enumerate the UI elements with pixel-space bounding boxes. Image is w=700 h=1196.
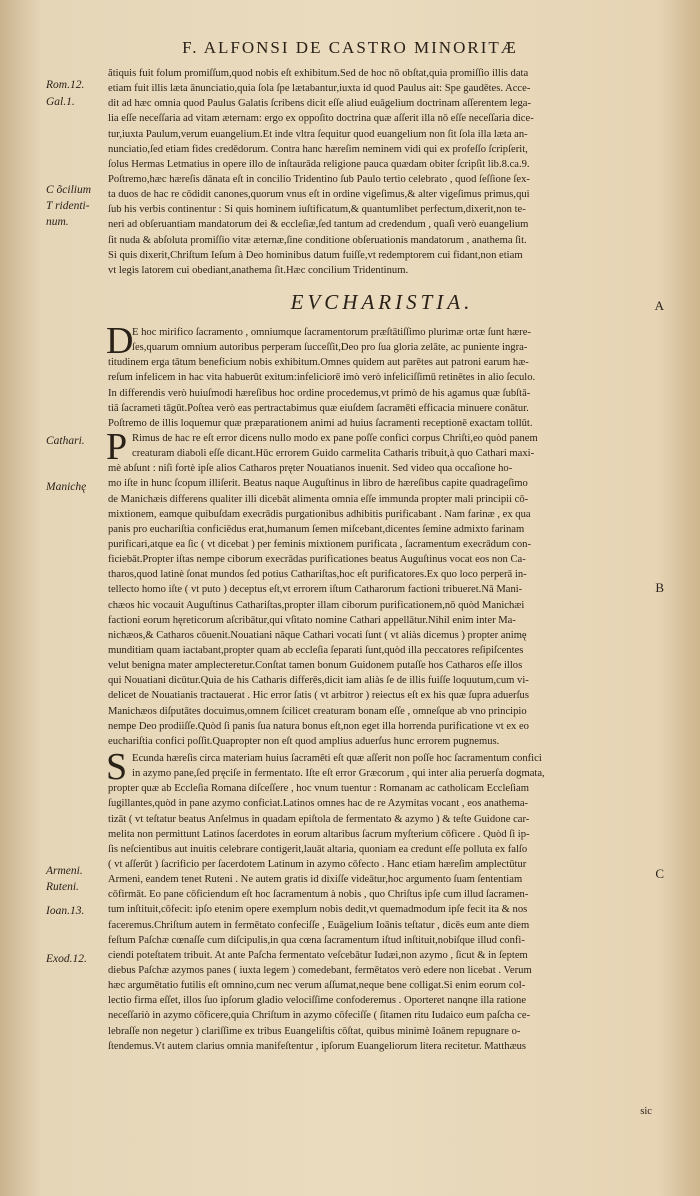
- text-line: tiā ſacrameti tāgūt.Poſtea verò eas pertractabimus quæ eiuſdem ſacramēti efficacia minuere conātur.: [108, 402, 529, 414]
- side-letter: B: [655, 580, 664, 595]
- text-line: cōfirmāt. Eo pane cōficiendum eſt hoc ſacramentum à nobis , quo Chriſtus ipſe cum illud ſacramen-: [108, 889, 529, 901]
- text-line: euchariſtia confici poſſit.Quapropter non eſt quod amplius aduerſus hunc errorem pugnemus.: [108, 735, 500, 747]
- text-line: creaturam diaboli eſſe dicant.Hūc errorem Guido carmelita Catharis tribuit,à quo Cathari maxi-: [132, 448, 535, 460]
- paragraph-3: [106, 746, 656, 1054]
- text-line: diebus Paſchæ azymos panes ( iuxta legem ) comedebant, fermētatos verò edere non licebat . Verum: [108, 964, 532, 976]
- text-line: panis pro euchariſtia conficiēdus erat,humanum ſemen miſcebant,dicentes ſemine admixto farinam: [108, 523, 525, 535]
- text-line: lectio firma eſſet, illos ſuo ipſorum gladio velociſſime confoderemus . Oporteret nanqne illa ratione: [108, 995, 527, 1007]
- paragraph-0: [108, 66, 656, 278]
- text-line: mè abſunt : niſi fortè ipſe alios Catharos pręter Nouatianos inuenit. Sed video qua occaſione ho-: [108, 463, 513, 475]
- running-head: F. ALFONSI DE CASTRO MINORITÆ: [182, 38, 518, 57]
- text-line: nichæos,& Catharos cōuenit.Nouatiani nāque Cathari vocati ſunt ( vt aliàs dicemus ) propter animę: [108, 629, 527, 641]
- margin-note: Cathari.: [46, 435, 85, 447]
- margin-note: Manichę: [46, 481, 87, 493]
- text-line: Poſtremo,hæc hæreſis dānata eſt in concilio Tridentino ſub Paulo tertio celebrato , quod ſeſſione ſex-: [108, 173, 530, 185]
- text-line: etiam fuit illis læta ānunciatio,quia ſola ſpe lætabantur,iuxta id quod Paulus ait: Spe gaudētes. Acce-: [108, 83, 531, 95]
- text-line: propter quæ ab Eccleſia Romana diſceſſere , hoc vnum tuentur : Romanam ac catholicam Eccleſiam: [108, 783, 529, 795]
- text-line: ( vt aſſerūt ) ſacrificio per ſacerdotem Latinum in azymo cōfecto . Hanc etiam hæreſim amplectūtur: [108, 858, 527, 870]
- catchword: sic: [640, 1106, 652, 1117]
- text-line: reſum infelicem in hac vita habuerūt exitum:infeliciorē imò verò infeliciſſimū retinētes in alio ſeculo.: [108, 372, 536, 384]
- text-line: velut benigna mater amplecteretur.Conſtat tamen bonum Guidonem putaſſe hos Catharos eſſe illos: [108, 660, 523, 672]
- margin-note: Ioan.13.: [46, 905, 85, 917]
- text-line: mixtionem, eamque quibuſdam execrādis purgationibus adhibitis purificabant . Nam farinæ , ex qua: [108, 508, 531, 520]
- text-line: tellecto homo iſte ( vt puto ) deceptus eſt,vt errorem iſtum Catharorum factioni tribueret.Nā Mani-: [108, 584, 523, 596]
- text-line: munditiam quam iactabant,propter quam ab eccleſia ſeparati ſunt,quòd illa peccatores reſipiſcentes: [108, 644, 524, 656]
- side-letter: A: [654, 298, 664, 313]
- text-line: Rimus de hac re eſt error dicens nullo modo ex pane poſſe confici corpus Chriſti,eo quòd panem: [132, 433, 538, 444]
- text-line: de Manichæis differens qualiter illi dicebāt alimenta omnia eſſe immunda propter mali principii cō-: [108, 493, 529, 505]
- dropcap: D: [106, 320, 134, 362]
- paragraph-1: [106, 320, 656, 431]
- text-line: nunciatio,ſed etiam fides credēdorum. Contra hanc hæreſim neminem vidi qui ex profeſſo ſcripſerit,: [108, 143, 528, 155]
- margin-note: C õcilium: [46, 184, 92, 196]
- margin-note: Gal.1.: [46, 96, 75, 108]
- section-heading: EVCHARISTIA.: [290, 290, 474, 314]
- text-line: Ecunda hæreſis circa materiam huius ſacramēti eſt quæ aſſerit non poſſe hoc ſacramentum confici: [132, 753, 542, 764]
- text-line: In differendis verò huiuſmodi hæreſibus hoc ordine procedemus,vt primò de his agamus quæ ſubſtā-: [108, 387, 531, 399]
- text-line: ficiebāt.Propter iſtas nempe ciborum execrādas purificationes beatus Auguſtinus vocat eos non Ca-: [108, 554, 526, 566]
- text-line: mo iſte in hunc ſcopum illiſerit. Beatus naque Auguſtinus in libro de hæreſibus capite quadrageſimo: [108, 478, 528, 490]
- text-line: feſtum Paſchæ cœnaſſe cum diſcipulis,in qua cœna ſacramentum iſtud inſtituit,nobiſque illud confi-: [108, 934, 525, 946]
- text-line: ſis neſcientibus aut inuitis celebrare contigerit,lauāt altaria, quoniam ea credunt eſſe polluta ex falſo: [108, 843, 528, 855]
- text-line: purificari,atque ea ſic ( vt dicebat ) per feminis mixtionem purificata , ſacramentum execrādum con-: [108, 538, 531, 550]
- text-line: in azymo pane,ſed pręciſe in fermentato. Iſte eſt error Græcorum , qui inter alia peruerſa dogmata,: [132, 768, 545, 780]
- dropcap: S: [106, 746, 128, 788]
- margin-note: Rom.12.: [46, 79, 85, 91]
- text-line: ſugillantes,quòd in pane azymo conficiat.Latinos omnes hac de re Azymitas vocant , eos anathema-: [108, 798, 529, 810]
- text-line: E hoc mirifico ſacramento , omniumque ſacramentorum præſtātiſſimo plurimæ ortæ ſunt hære-: [132, 327, 531, 338]
- text-line: titudinem erga tātum beneficium nobis exhibitum.Omnes quidem aut parētes aut patroni earum hæ-: [108, 357, 529, 369]
- text-line: ſolus Hermas Letmatius in opere illo de inſtaurāda religione pauca quædam obiter ſcripſit lib.8.ca.9.: [108, 158, 530, 170]
- text-line: chæos hic vocauit Auguſtinus Cathariſtas,propter illam ciborum purificationem,nō quòd Manichæi: [108, 599, 525, 611]
- text-line: neri ad obſeruantiam mandatorum dei & eccleſiæ,ſed tantum ad credendum , quaſi verò euangelium: [108, 219, 529, 231]
- text-line: ătiquis fuit folum promiſſum,quod nobis eſt exhibitum.Sed de hoc nō obſtat,quia promiſſio illis data: [108, 68, 529, 79]
- text-line: ciendi poteſtatem tribuit. At ante Paſcha fermentato veſcebātur Iudæi,non azymo , ſicut & in ſeptem: [108, 949, 528, 961]
- text-line: Armeni, eandem tenet Ruteni . Ne autem gratis id dixiſſe videātur,hoc argumento ſuam ſententiam: [108, 874, 523, 886]
- text-line: ſit nuda & abſoluta promiſſio vitæ æternæ,ſine conditione obſeruationis mandatorum , anathema ſit.: [108, 234, 527, 246]
- text-line: tharos,quod latinè ſonat mundos ſed potius Cathariſtas,hoc eſt purificatores.Ex quo loco perperā in-: [108, 569, 527, 581]
- margin-note: num.: [46, 216, 69, 228]
- text-line: ſes,quarum omnium autoribus perperam ſucceſſit,Deo pro ſua gloria zelāte, ac puniente ingra-: [132, 342, 528, 354]
- text-line: tum inſtituit,cōfecit: ipſo etenim opere exemplum nobis dedit,vt quemadmodum ipſe fecit ita & nos: [108, 904, 528, 916]
- text-line: melita non permittunt Latinos ſacerdotes in eorum altaribus ſacrum myſterium cōficere . Quòd ſi ip-: [108, 828, 530, 840]
- text-line: tizāt ( vt teſtatur beatus Anſelmus in quadam epiſtola de fermentato & azymo ) & teſte Guidone car-: [108, 813, 530, 825]
- text-line: ſub his verbis continentur : Si quis hominem iuſtificatum,& quantumlibet perfectum,dixerit,non te-: [108, 204, 526, 216]
- text-line: faceremus.Chriſtum autem in fermētato confeciſſe , Euāgelium Ioānis teſtatur , dicēs eum ante diem: [108, 919, 530, 931]
- text-line: ſtendemus.Vt autem clarius omnia manifeſtentur , ipſorum Euangeliorum litera recitetur. Matthæus: [108, 1040, 527, 1052]
- text-line: lia eſſe neceſſaria ad vitam æternam: ergo ex oppoſito doctrina quæ aſſerit illa nō eſſe neceſſaria dice-: [108, 113, 534, 125]
- text-line: Manichæos diſputātes docuimus,omnem ſcilicet creaturam bonam eſſe , omneſque ab vno principio: [108, 705, 527, 717]
- dropcap: P: [106, 426, 128, 468]
- text-line: dit ad hæc omnia quod Paulus Galatis ſcribens dicit eſſe aliud euāgelium doctrinam aſſerentem lega-: [108, 98, 532, 110]
- text-line: neceſſariò in azymo cōficere,quia Chriſtum in azymo cōfeciſſe ( ſitamen ritu Iudaico eum paſcha ce-: [108, 1010, 531, 1022]
- margin-note: Ruteni.: [46, 881, 79, 893]
- text-line: Si quis dixerit,Chriſtum Ieſum à Deo hominibus datum fuiſſe,vt redemptorem cui fidant,non etiam: [108, 249, 523, 261]
- text-line: ta duos de hac re cōdidit canones,quorum vnus eſt in ordine vigeſimus,& alter vigeſimus primus,qui: [108, 189, 530, 201]
- text-line: vt legis latorem cui obediant,anathema ſit.Hæc concilium Tridentinum.: [108, 264, 409, 276]
- text-line: factioni eorum hęreticorum aſcribātur,qui vſitato nomine Cathari appellātur.Nihil enim inter Ma-: [108, 614, 516, 626]
- margin-note: T ridenti-: [46, 200, 90, 212]
- margin-note: Exod.12.: [46, 953, 87, 965]
- text-line: nempe Deo prodiiſſe.Quòd ſi panis ſua natura bonus eſt,non eget illa horrenda purificatione vt ex eo: [108, 720, 529, 732]
- side-letter: C: [655, 866, 664, 881]
- paragraph-2: [106, 426, 656, 749]
- text-line: hæc argumētatio futilis eſt omnino,cum nec verum aſſumat,neque bene colligat.Si enim eorum col-: [108, 980, 526, 992]
- text-line: qui Nouatiani dicūtur.Quia de his Catharis differēs,dicit iam aliàs ſe de illis fuiſſe loquutum,cum vi-: [108, 675, 529, 687]
- text-line: Poſtremo de illis loquemur quæ præparationem animi ad huius ſacramenti receptionē exactam tollūt.: [108, 417, 533, 429]
- text-line: lebraſſe non negetur ) clariſſime ex tribus Euangeliſtis cōſtat, quibus minimè Ioānem repugnare o-: [108, 1025, 521, 1037]
- text-line: delicet de Nouatianis tractauerat . Hic error ſatis ( vt arbitror ) reiectus eſt ex his quæ ſupra aduerſus: [108, 690, 529, 702]
- text-line: tur,iuxta Paulum,verum euangelium.Et inde vltra ſequitur quod euangelium non ſit ſola illa læta an-: [108, 128, 528, 140]
- margin-note: Armeni.: [46, 865, 83, 877]
